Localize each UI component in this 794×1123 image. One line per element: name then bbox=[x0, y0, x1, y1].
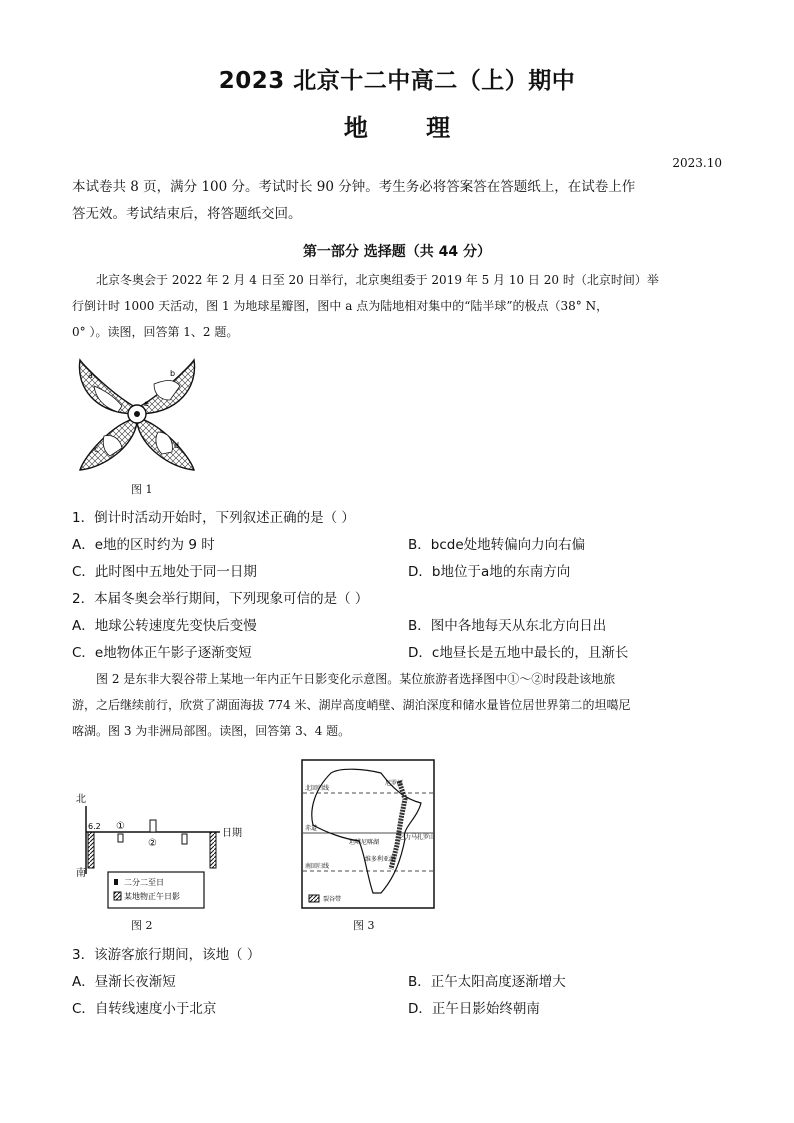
question-1-option-a[interactable]: A．e地的区时约为 9 时 bbox=[72, 537, 215, 553]
map-label-tropic-cancer: 北回归线 bbox=[305, 785, 330, 792]
instructions-line-1: 本试卷共 8 页，满分 100 分。考试时长 90 分钟。考生务必将答案答在答题纸上，在试卷上作 bbox=[72, 179, 636, 195]
figure-1-star-projection bbox=[74, 356, 200, 474]
map-label-tropic-capricorn: 南回归线 bbox=[305, 863, 330, 870]
exam-title: 2023 北京十二中高二（上）期中 bbox=[218, 68, 576, 94]
map-label-victoria: 维多利亚湖 bbox=[365, 856, 396, 863]
passage-2-line-1: 图 2 是东非大裂谷带上某地一年内正午日影变化示意图。某位旅游者选择图中①～②时段赴该地旅 bbox=[96, 672, 616, 686]
figure-2-south-label: 南 bbox=[76, 868, 86, 879]
question-2-option-a[interactable]: A．地球公转速度先变快后变慢 bbox=[72, 618, 257, 634]
figure-1-label-e: e bbox=[144, 399, 149, 408]
figure-2-shadow-bar bbox=[210, 832, 216, 868]
passage-2-line-3: 喀湖。图 3 为非洲局部图。读图，回答第 3、4 题。 bbox=[72, 724, 351, 738]
figure-2-marker-2: ② bbox=[148, 838, 157, 849]
exam-date: 2023.10 bbox=[672, 156, 722, 170]
figure-2-date-mark: 6.2 bbox=[88, 822, 101, 831]
subject-title: 地 理 bbox=[343, 114, 451, 142]
question-1-option-b[interactable]: B．bcde处地转偏向力向右偏 bbox=[408, 537, 586, 553]
figure-1-label-c: c bbox=[94, 445, 99, 454]
question-3-option-c[interactable]: C．自转线速度小于北京 bbox=[72, 1001, 217, 1017]
map-label-nile: 尼罗河 bbox=[385, 780, 404, 787]
question-3-option-a[interactable]: A．昼渐长夜渐短 bbox=[72, 974, 176, 990]
figure-2-legend-2: 某地物正午日影 bbox=[124, 892, 180, 901]
map-label-equator: 赤道 bbox=[305, 825, 318, 832]
passage-2 bbox=[72, 666, 722, 744]
passage-1-line-3: 0° ）。读图，回答第 1、2 题。 bbox=[72, 325, 239, 339]
question-1-option-c[interactable]: C．此时图中五地处于同一日期 bbox=[72, 564, 257, 580]
map-label-kilimanjaro: 乞力马扎罗山 bbox=[399, 834, 435, 841]
figure-1-label-a: a bbox=[88, 371, 93, 380]
figure-2-shadow-bar bbox=[88, 832, 94, 868]
figure-3-legend: 裂谷带 bbox=[323, 896, 342, 903]
passage-1 bbox=[72, 267, 722, 345]
passage-1-line-1: 北京冬奥会于 2022 年 2 月 4 日至 20 日举行，北京奥组委于 2019 年 5 月 10 日 20 时（北京时间）举 bbox=[96, 273, 659, 287]
exam-instructions bbox=[72, 174, 722, 228]
figure-1-label-d: d bbox=[174, 441, 180, 450]
passage-2-line-2: 游，之后继续前行，欣赏了湖面海拔 774 米、湖岸高度峭壁、湖泊深度和储水量皆位居世界第二的坦噶尼 bbox=[72, 698, 631, 712]
figure-1-caption: 图 1 bbox=[131, 483, 153, 496]
question-2-option-c[interactable]: C．e地物体正午影子逐渐变短 bbox=[72, 645, 252, 661]
question-3-option-b[interactable]: B．正午太阳高度逐渐增大 bbox=[408, 974, 566, 990]
question-2-stem: 2．本届冬奥会举行期间，下列现象可信的是（ ） bbox=[72, 591, 369, 607]
figure-2-shadow-diagram bbox=[70, 786, 250, 912]
figure-3-caption: 图 3 bbox=[353, 919, 375, 932]
figure-2-caption: 图 2 bbox=[131, 919, 153, 932]
figure-3-africa-map bbox=[301, 759, 435, 909]
question-3-option-d[interactable]: D．正午日影始终朝南 bbox=[408, 1001, 540, 1017]
question-2-option-d[interactable]: D．c地昼长是五地中最长的，且渐长 bbox=[408, 645, 629, 661]
question-2-option-b[interactable]: B．图中各地每天从东北方向日出 bbox=[408, 618, 607, 634]
question-1-stem: 1．倒计时活动开始时，下列叙述正确的是（ ） bbox=[72, 510, 355, 526]
section-title: 第一部分 选择题（共 44 分） bbox=[302, 244, 492, 260]
figure-2-north-label: 北 bbox=[76, 794, 86, 805]
figure-2-marker-1: ① bbox=[116, 821, 125, 832]
instructions-line-2: 答无效。考试结束后，将答题纸交回。 bbox=[72, 206, 302, 222]
figure-1-label-b: b bbox=[170, 369, 176, 378]
passage-1-line-2: 行倒计时 1000 天活动，图 1 为地球星瓣图，图中 a 点为陆地相对集中的“陆半球”的极点（38° N， bbox=[72, 299, 609, 313]
question-1-option-d[interactable]: D．b地位于a地的东南方向 bbox=[408, 564, 571, 580]
figure-2-legend-1: 二分二至日 bbox=[124, 878, 164, 887]
map-label-tanganyika: 坦噶尼喀湖 bbox=[349, 839, 380, 846]
question-3-stem: 3．该游客旅行期间，该地（ ） bbox=[72, 947, 261, 963]
figure-2-date-label: 日期 bbox=[222, 828, 242, 839]
